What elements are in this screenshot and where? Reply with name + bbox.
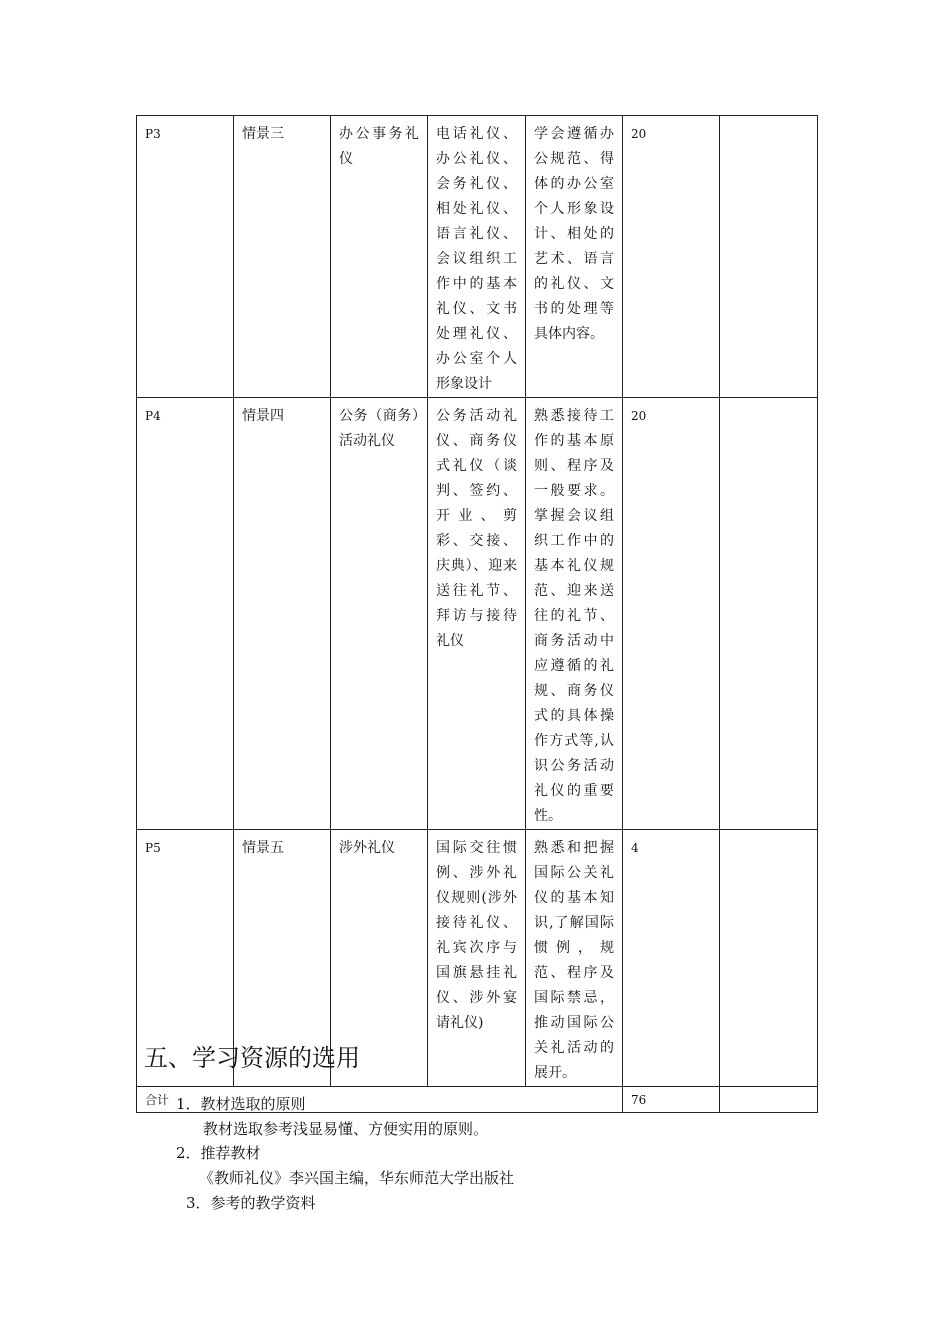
row-scene: 情景三 <box>234 116 331 398</box>
item3-heading: 3．参考的教学资料 <box>186 1194 316 1212</box>
total-label: 合计 <box>137 1087 623 1113</box>
row-content: 公务活动礼仪、商务仪式礼仪（谈判、签约、开业、剪彩、交接、庆典）、迎来送往礼节、拜访与接待礼仪 <box>428 398 526 830</box>
row-hours: 4 <box>623 830 720 1087</box>
row-content: 国际交往惯例、涉外礼仪规则(涉外接待礼仪、礼宾次序与国旗悬挂礼仪、涉外宴请礼仪) <box>428 830 526 1087</box>
row-scene: 情景五 <box>234 830 331 1087</box>
row-scene: 情景四 <box>234 398 331 830</box>
row-goal: 学会遵循办公规范、得体的办公室个人形象设计、相处的艺术、语言的礼仪、文书的处理等具体内容。 <box>526 116 623 398</box>
table-row <box>137 116 818 398</box>
row-title: 公务（商务）活动礼仪 <box>331 398 428 830</box>
row-id: P5 <box>137 830 234 1087</box>
total-note <box>720 1087 818 1113</box>
item1-heading: 1．教材选取的原则 <box>176 1095 306 1113</box>
row-id: P3 <box>137 116 234 398</box>
row-goal: 熟悉和把握国际公关礼仪的基本知识,了解国际惯例，规范、程序及国际禁忌，推动国际公关礼活动的展开。 <box>526 830 623 1087</box>
row-title: 涉外礼仪 <box>331 830 428 1087</box>
row-note <box>720 830 818 1087</box>
row-title: 办公事务礼仪 <box>331 116 428 398</box>
row-hours: 20 <box>623 398 720 830</box>
row-note <box>720 116 818 398</box>
course-table <box>136 115 818 1113</box>
row-hours: 20 <box>623 116 720 398</box>
item2-text: 《教师礼仪》李兴国主编，华东师范大学出版社 <box>199 1169 515 1187</box>
table-row <box>137 398 818 830</box>
row-id: P4 <box>137 398 234 830</box>
row-note <box>720 398 818 830</box>
total-hours: 76 <box>623 1087 720 1113</box>
section-title: 五、学习资源的选用 <box>144 1044 360 1072</box>
row-goal: 熟悉接待工作的基本原则、程序及一般要求。掌握会议组织工作中的基本礼仪规范、迎来送往的礼节、商务活动中应遵循的礼规、商务仪式的具体操作方式等,认识公务活动礼仪的重要性。 <box>526 398 623 830</box>
row-content: 电话礼仪、办公礼仪、会务礼仪、相处礼仪、语言礼仪、会议组织工作中的基本礼仪、文书处理礼仪、办公室个人形象设计 <box>428 116 526 398</box>
item1-text: 教材选取参考浅显易懂、方便实用的原则。 <box>203 1120 489 1138</box>
item2-heading: 2．推荐教材 <box>176 1144 261 1162</box>
